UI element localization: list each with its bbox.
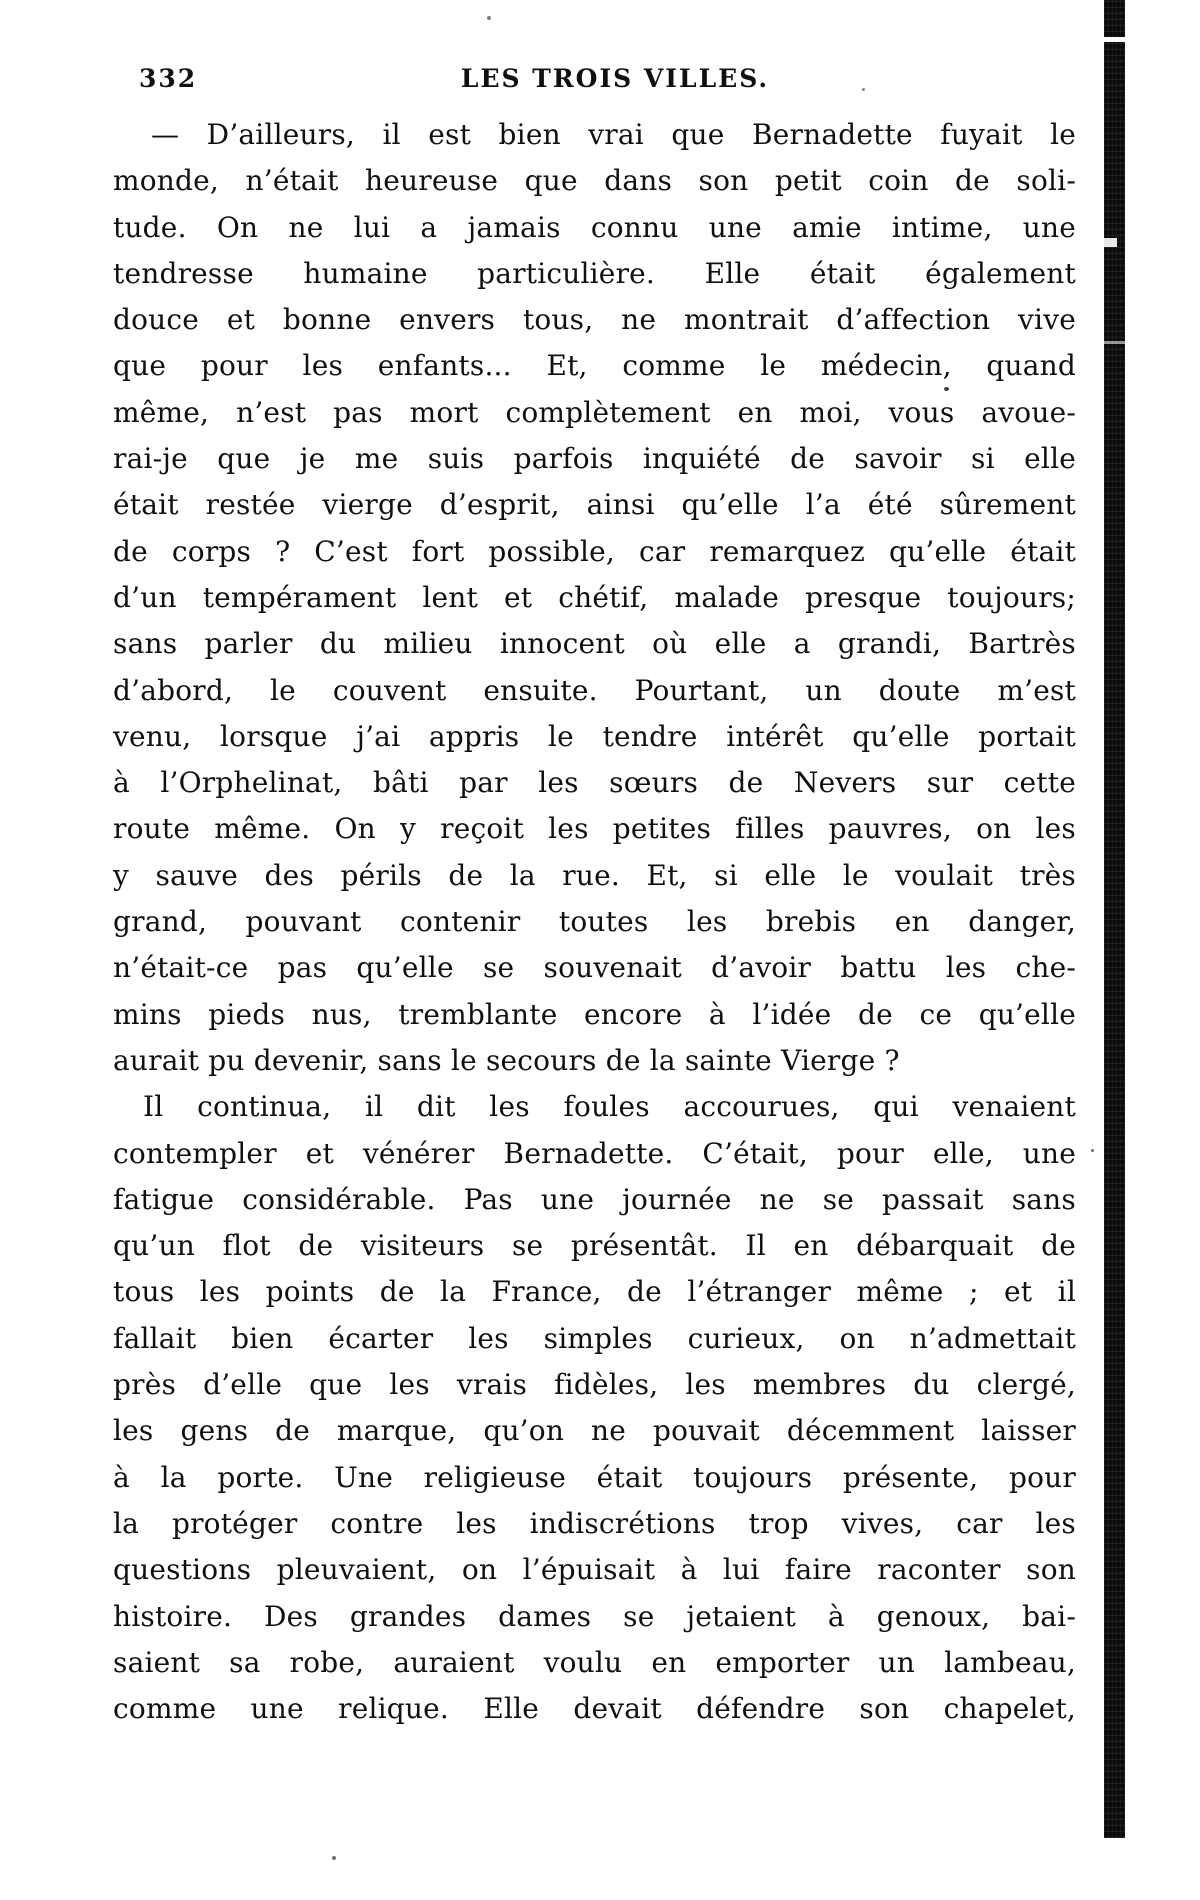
scan-gutter-bar: [1104, 0, 1125, 1838]
text-line: tude. On ne lui a jamais connu une amie intime, une: [113, 210, 1076, 244]
page-number: 332: [139, 64, 198, 93]
running-title: LES TROIS VILLES.: [460, 64, 770, 93]
scan-bar-gap: [1104, 37, 1125, 42]
text-line: à la porte. Une religieuse était toujours présente, pour: [113, 1460, 1076, 1494]
text-line: d’un tempérament lent et chétif, malade presque toujours;: [113, 580, 1076, 614]
text-line: rai-je que je me suis parfois inquiété de savoir si elle: [113, 442, 1076, 476]
text-line: n’était-ce pas qu’elle se souvenait d’avoir battu les che-: [113, 951, 1076, 985]
text-line: la protéger contre les indiscrétions trop vives, car les: [113, 1506, 1076, 1540]
text-line: — D’ailleurs, il est bien vrai que Bernadette fuyait le: [151, 118, 1076, 151]
scan-speck: [487, 16, 491, 20]
text-line: même, n’est pas mort complètement en moi, vous avoue-: [113, 395, 1076, 429]
text-line: tous les points de la France, de l’étranger même ; et il: [113, 1275, 1076, 1309]
text-line: qu’un flot de visiteurs se présentât. Il en débarquait de: [113, 1229, 1076, 1263]
text-line: Il continua, il dit les foules accourues, qui venaient: [143, 1090, 1076, 1124]
text-line: de corps ? C’est fort possible, car remarquez qu’elle était: [113, 534, 1076, 568]
text-line: à l’Orphelinat, bâti par les sœurs de Nevers sur cette: [113, 766, 1076, 800]
text-line: questions pleuvaient, on l’épuisait à lui faire raconter son: [113, 1553, 1076, 1587]
text-line: grand, pouvant contenir toutes les brebis en danger,: [113, 905, 1076, 939]
body-text: [113, 112, 1076, 1732]
scan-speck: [862, 88, 865, 91]
scan-speck: [332, 1856, 336, 1860]
text-line: sans parler du milieu innocent où elle a grandi, Bartrès: [113, 627, 1076, 661]
text-line: route même. On y reçoit les petites filles pauvres, on les: [113, 812, 1076, 846]
text-line: monde, n’était heureuse que dans son petit coin de soli-: [113, 164, 1076, 198]
text-line: venu, lorsque j’ai appris le tendre intérêt qu’elle portait: [113, 719, 1076, 753]
scan-bar-gap: [1104, 238, 1117, 247]
scan-speck: [944, 387, 949, 391]
text-line: comme une relique. Elle devait défendre son chapelet,: [113, 1692, 1076, 1726]
text-line: tendresse humaine particulière. Elle était également: [113, 256, 1076, 290]
text-line: douce et bonne envers tous, ne montrait d’affection vive: [113, 303, 1076, 337]
text-line: d’abord, le couvent ensuite. Pourtant, un doute m’est: [113, 673, 1076, 707]
text-line: était restée vierge d’esprit, ainsi qu’elle l’a été sûrement: [113, 488, 1076, 522]
scan-bar-gap: [1104, 341, 1125, 344]
text-line: saient sa robe, auraient voulu en emporter un lambeau,: [113, 1645, 1076, 1679]
text-line: que pour les enfants... Et, comme le médecin, quand: [113, 349, 1076, 383]
scan-speck: [1091, 1149, 1094, 1152]
text-line: les gens de marque, qu’on ne pouvait décemment laisser: [113, 1414, 1076, 1448]
text-line: aurait pu devenir, sans le secours de la sainte Vierge ?: [113, 1043, 900, 1077]
text-line: contempler et vénérer Bernadette. C’était, pour elle, une: [113, 1136, 1076, 1170]
text-line: près d’elle que les vrais fidèles, les membres du clergé,: [113, 1368, 1076, 1402]
text-line: fatigue considérable. Pas une journée ne se passait sans: [113, 1182, 1076, 1216]
text-line: fallait bien écarter les simples curieux, on n’admettait: [113, 1321, 1076, 1355]
text-line: y sauve des périls de la rue. Et, si elle le voulait très: [113, 858, 1076, 892]
text-line: mins pieds nus, tremblante encore à l’idée de ce qu’elle: [113, 997, 1076, 1031]
text-line: histoire. Des grandes dames se jetaient à genoux, bai-: [113, 1599, 1076, 1633]
